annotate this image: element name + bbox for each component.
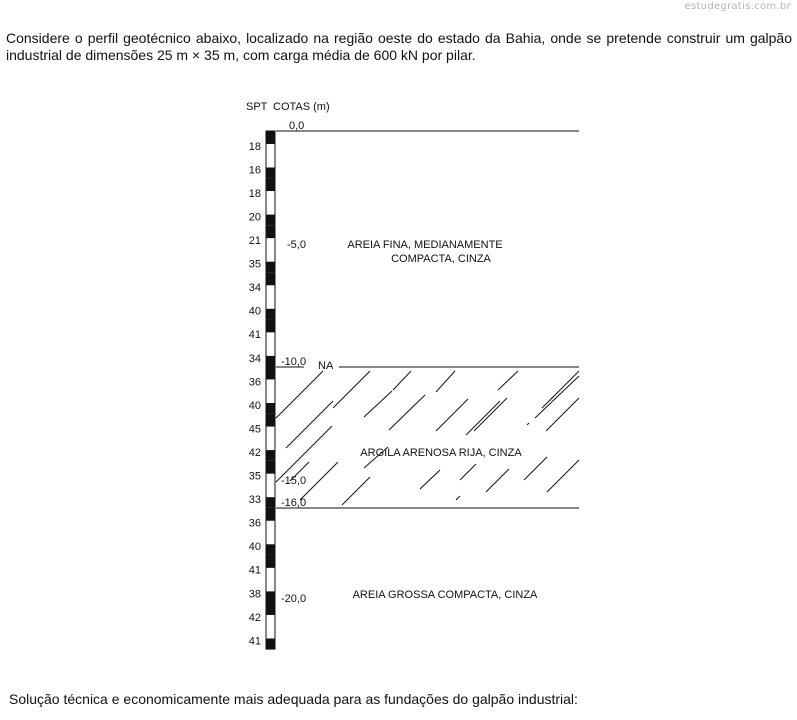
spt-segment xyxy=(266,309,275,320)
hatch-line xyxy=(547,460,579,492)
spt-value: 38 xyxy=(248,588,261,601)
spt-segment xyxy=(266,591,275,602)
elevation-label: 0,0 xyxy=(289,120,305,132)
hatch-line xyxy=(389,395,425,430)
hatch-line xyxy=(286,401,333,448)
elevation-label: -20,0 xyxy=(281,593,307,605)
spt-segment xyxy=(266,639,275,650)
spt-value: 33 xyxy=(248,494,261,507)
spt-value: 34 xyxy=(248,282,261,295)
hatch-line xyxy=(542,371,579,408)
elevation-label: -16,0 xyxy=(281,497,307,509)
spt-value: 40 xyxy=(248,541,261,554)
spt-segment xyxy=(266,414,275,427)
hatch-line xyxy=(498,371,518,390)
spt-value: 41 xyxy=(248,564,261,577)
spt-value: 18 xyxy=(248,140,261,153)
spt-value: 42 xyxy=(248,446,261,459)
elevation-label: -15,0 xyxy=(281,475,307,487)
spt-value: 16 xyxy=(248,164,261,177)
hatch-line xyxy=(436,371,455,392)
spt-segment xyxy=(266,131,275,144)
spt-segment xyxy=(266,508,275,521)
spt-column-outline xyxy=(266,131,275,649)
hatch-line xyxy=(342,477,370,505)
elevation-label: -10,0 xyxy=(281,356,307,368)
spt-value: 41 xyxy=(248,635,261,648)
spt-value: 20 xyxy=(248,211,261,224)
spt-value: 35 xyxy=(248,470,261,483)
elevation-ticks xyxy=(276,131,307,509)
spt-segment xyxy=(266,262,275,273)
spt-value: 40 xyxy=(248,399,261,412)
spt-segment xyxy=(266,403,275,414)
spt-segment xyxy=(266,356,275,367)
spt-value: 42 xyxy=(248,611,261,624)
hatch-line xyxy=(456,496,460,500)
hatch-line xyxy=(333,371,370,408)
layer-1-label-line-2: COMPACTA, CINZA xyxy=(391,253,491,265)
hatch-line xyxy=(524,457,547,480)
hatch-line xyxy=(436,399,468,431)
elevation-label: -5,0 xyxy=(287,239,306,251)
spt-value: 45 xyxy=(248,423,261,436)
watermark: estudegratis.com.br xyxy=(684,1,791,12)
hatch-line xyxy=(393,371,411,390)
spt-segment xyxy=(266,272,275,285)
hatch-line xyxy=(364,391,392,417)
spt-column xyxy=(266,131,275,649)
spt-segment xyxy=(266,367,275,380)
spt-segment xyxy=(266,450,275,461)
spt-value: 35 xyxy=(248,258,261,271)
question-text: Solução técnica e economicamente mais adequada para as fundações do galpão industrial: xyxy=(9,691,578,707)
layer-1-label-line-1: AREIA FINA, MEDIANAMENTE xyxy=(347,239,503,251)
spt-segment xyxy=(266,555,275,568)
spt-segment xyxy=(266,497,275,508)
spt-segment xyxy=(266,225,275,238)
hatch-line xyxy=(474,398,507,431)
water-table-label: NA xyxy=(318,360,334,372)
spt-segment xyxy=(266,602,275,615)
intro-paragraph: Considere o perfil geotécnico abaixo, localizado na região oeste do estado da Bahia, onde se pretende construir um galpão industrial de dimensões 25 m × 35 m, com carga média de 600 kN por pilar. xyxy=(6,30,792,63)
spt-segment xyxy=(266,319,275,332)
spt-segment xyxy=(266,544,275,555)
layer-2-label: ARGILA ARENOSA RIJA, CINZA xyxy=(360,447,522,459)
hatch-line xyxy=(527,423,529,425)
cotas-header: COTAS (m) xyxy=(273,101,330,113)
hatch-line xyxy=(420,470,440,489)
hatch-line xyxy=(551,397,553,399)
layer-3-label: AREIA GROSSA COMPACTA, CINZA xyxy=(352,589,538,601)
hatch-line xyxy=(460,464,476,480)
spt-value: 18 xyxy=(248,187,261,200)
hatch-line xyxy=(466,401,500,435)
spt-segment xyxy=(266,461,275,474)
hatch-line xyxy=(276,426,332,482)
spt-value: 40 xyxy=(248,305,261,318)
spt-value: 36 xyxy=(248,517,261,530)
spt-value: 41 xyxy=(248,329,261,342)
spt-segment xyxy=(266,168,275,179)
spt-header: SPT xyxy=(246,101,268,113)
spt-value: 36 xyxy=(248,376,261,389)
hatch-line xyxy=(486,469,509,492)
hatch-line xyxy=(276,371,323,418)
spt-segment xyxy=(266,178,275,191)
spt-segment xyxy=(266,215,275,226)
clay-hatch-pattern xyxy=(276,371,579,505)
spt-labels xyxy=(249,141,261,648)
hatch-line xyxy=(535,376,579,418)
spt-value: 34 xyxy=(248,352,261,365)
spt-value: 21 xyxy=(248,235,261,248)
